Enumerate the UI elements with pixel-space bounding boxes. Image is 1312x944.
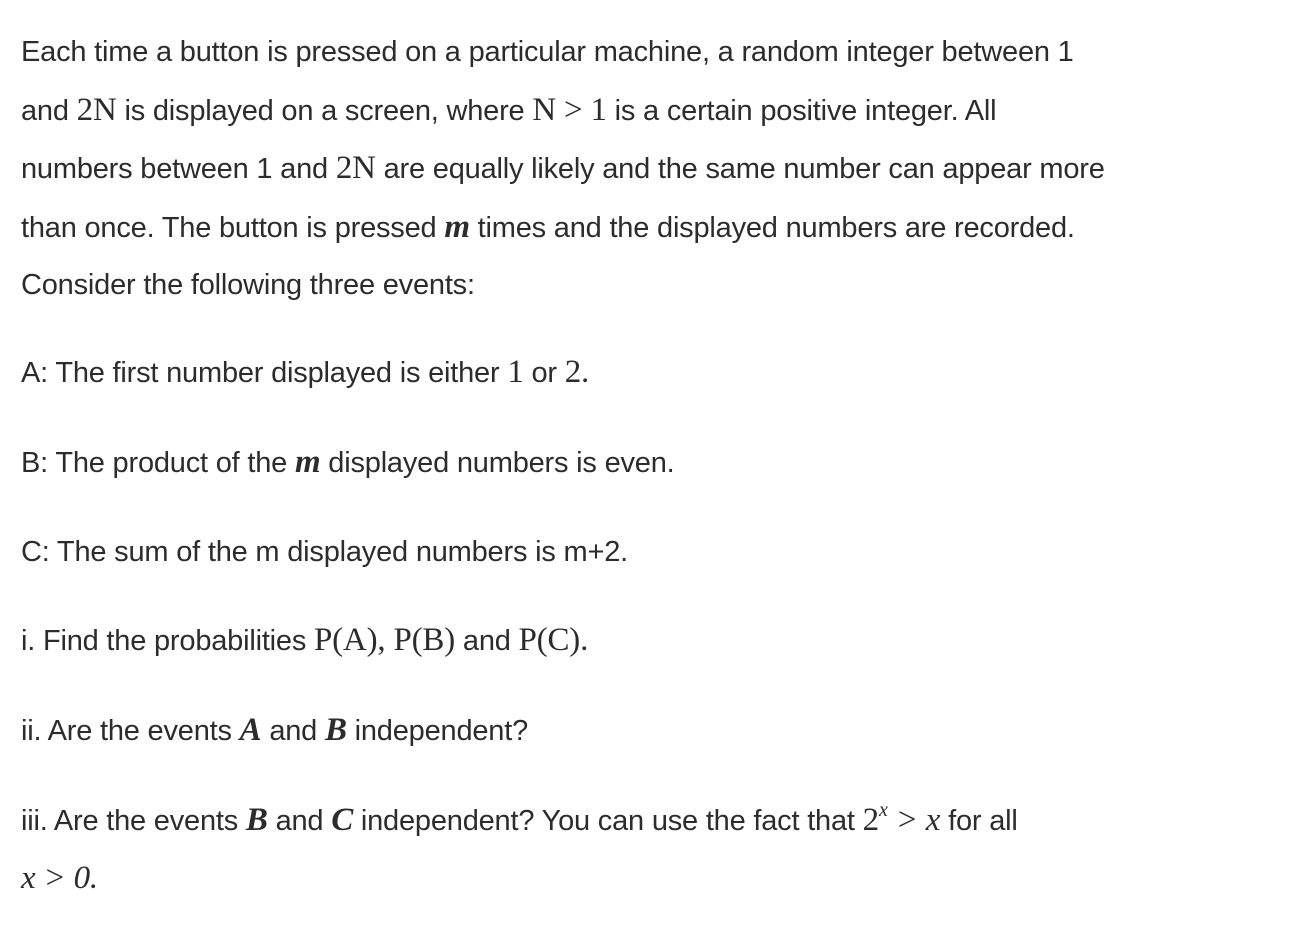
math-2N: 2N	[76, 91, 117, 128]
math-N-gt-1: N > 1	[532, 91, 607, 128]
math-C: C	[331, 802, 354, 838]
math-B: B	[324, 712, 347, 748]
math-2N: 2N	[335, 150, 376, 186]
math-2: 2.	[564, 354, 590, 390]
intro-line-5: Consider the following three events:	[21, 269, 475, 301]
math-2-power-x: 2$^x$	[862, 799, 888, 838]
event-c: C: The sum of the m displayed numbers is m+2.	[21, 536, 628, 568]
intro-line-1: Each time a button is pressed on a particular machine, a random integer between 1	[21, 36, 1074, 68]
math-m: m	[294, 444, 321, 480]
intro-line-4: than once. The button is pressed m times and the displayed numbers are recorded.	[21, 208, 1075, 245]
math-PA-PB: P(A), P(B)	[314, 622, 456, 658]
math-1: 1	[507, 354, 524, 390]
event-a: A: The first number displayed is either 1 or 2.	[21, 354, 590, 390]
intro-line-3: numbers between 1 and 2N are equally likely and the same number can appear more	[21, 150, 1105, 186]
event-b: B: The product of the m displayed numbers is even.	[21, 444, 675, 480]
math-x-gt-0: x > 0.	[21, 860, 98, 896]
math-m: m	[444, 208, 470, 245]
question-iii-line-2	[21, 858, 98, 899]
math-A: A	[239, 712, 262, 748]
problem-intro	[21, 0, 1291, 315]
question-iii-line-1: iii. Are the events B and C independent? You can use the fact that $2^x > x$ for all	[21, 799, 1018, 838]
math-PC: P(C).	[518, 622, 589, 658]
question-i: i. Find the probabilities P(A), P(B) and P(C).	[21, 622, 589, 658]
math-B: B	[245, 802, 268, 838]
intro-line-2: and 2N is displayed on a screen, where N > 1 is a certain positive integer. All	[21, 91, 997, 128]
question-ii: ii. Are the events A and B independent?	[21, 712, 529, 748]
math-gt-x: > x	[887, 802, 941, 838]
problem-text	[21, 0, 1291, 896]
